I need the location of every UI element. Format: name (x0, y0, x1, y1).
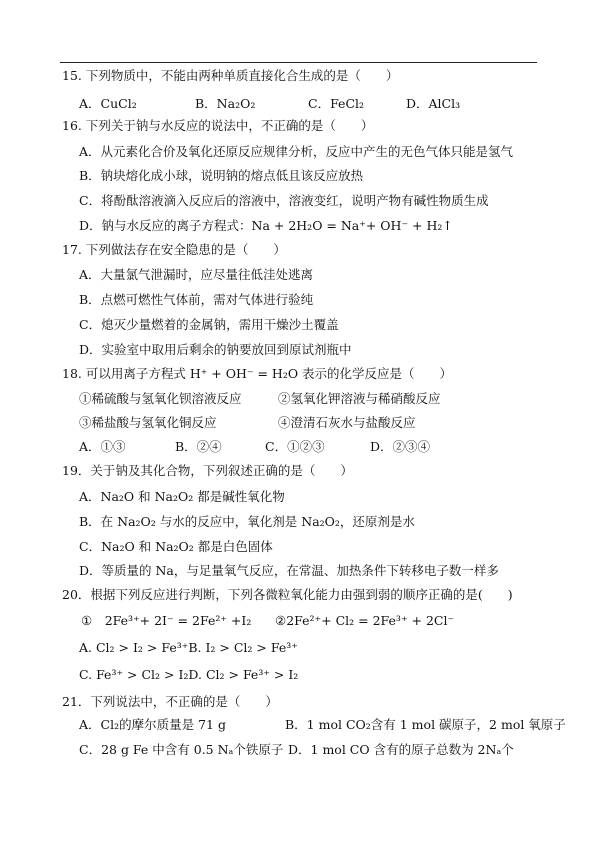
q15-stem: 15. 下列物质中，不能由两种单质直接化合生成的是（ ） (62, 68, 399, 83)
q17-option-a: A．大量氯气泄漏时，应尽量往低洼处逃离 (79, 267, 314, 282)
q18-option-a: A．①③ (79, 439, 126, 454)
q18-item-3: ③稀盐酸与氢氧化铜反应 (79, 415, 217, 430)
q17-stem: 17. 下列做法存在安全隐患的是（ ） (62, 242, 286, 257)
q18-item-1: ①稀硫酸与氢氧化钡溶液反应 (79, 391, 242, 406)
q16-option-b: B．钠块熔化成小球，说明钠的熔点低且该反应放热 (79, 168, 364, 183)
q15-option-d: D．AlCl₃ (406, 96, 461, 111)
q15-option-c: C．FeCl₂ (308, 96, 365, 111)
q17-option-b: B．点燃可燃性气体前，需对气体进行验纯 (79, 292, 314, 307)
q20-reaction-2: ②2Fe²⁺+ Cl₂ = 2Fe³⁺ + 2Cl⁻ (275, 613, 455, 628)
q15-option-a: A．CuCl₂ (79, 96, 137, 111)
q16-option-c: C．将酚酞溶液滴入反应后的溶液中，溶液变红，说明产物有碱性物质生成 (79, 193, 489, 208)
q15-option-b: B．Na₂O₂ (195, 96, 256, 111)
q16-stem: 16. 下列关于钠与水反应的说法中，不正确的是（ ） (62, 118, 374, 133)
q20-reaction-1: ① 2Fe³⁺+ 2I⁻ = 2Fe²⁺ +I₂ (81, 613, 252, 628)
q21-stem: 21．下列说法中，不正确的是（ ） (62, 694, 278, 709)
q19-option-a: A．Na₂O 和 Na₂O₂ 都是碱性氧化物 (79, 489, 285, 504)
q20-options-cd: C. Fe³⁺ > Cl₂ > I₂D. Cl₂ > Fe³⁺ > I₂ (79, 667, 299, 682)
q20-options-ab: A. Cl₂ > I₂ > Fe³⁺B. I₂ > Cl₂ > Fe³⁺ (79, 640, 298, 655)
q20-stem: 20．根据下列反应进行判断，下列各微粒氧化能力由强到弱的顺序正确的是( ) (62, 587, 513, 602)
q18-item-2: ②氢氧化钾溶液与稀硝酸反应 (278, 391, 441, 406)
q18-option-d: D．②③④ (370, 439, 431, 454)
q18-item-4: ④澄清石灰水与盐酸反应 (278, 415, 416, 430)
q17-option-c: C．熄灭少量燃着的金属钠，需用干燥沙土覆盖 (79, 317, 339, 332)
q21-option-b: B．1 mol CO₂含有 1 mol 碳原子，2 mol 氧原子 (285, 717, 566, 732)
q19-stem: 19．关于钠及其化合物，下列叙述正确的是（ ） (62, 463, 353, 478)
q19-option-b: B．在 Na₂O₂ 与水的反应中，氧化剂是 Na₂O₂，还原剂是水 (79, 514, 415, 529)
header-rule (60, 62, 537, 63)
q16-option-d: D．钠与水反应的离子方程式：Na + 2H₂O = Na⁺+ OH⁻ + H₂↑ (79, 218, 453, 233)
q18-option-b: B．②④ (175, 439, 222, 454)
q17-option-d: D．实验室中取用后剩余的钠要放回到原试剂瓶中 (79, 342, 352, 357)
q19-option-c: C．Na₂O 和 Na₂O₂ 都是白色固体 (79, 539, 273, 554)
q19-option-d: D．等质量的 Na，与足量氧气反应，在常温、加热条件下转移电子数一样多 (79, 563, 499, 578)
q21-option-a: A．Cl₂的摩尔质量是 71 g (79, 717, 226, 732)
q21-option-c: C．28 g Fe 中含有 0.5 Nₐ个铁原子 (79, 742, 284, 757)
q21-option-d: D．1 mol CO 含有的原子总数为 2Nₐ个 (288, 742, 514, 757)
q16-option-a: A．从元素化合价及氧化还原反应规律分析，反应中产生的无色气体只能是氢气 (79, 144, 514, 159)
q18-option-c: C．①②③ (265, 439, 325, 454)
q18-stem: 18. 可以用离子方程式 H⁺ + OH⁻ = H₂O 表示的化学反应是（ ） (62, 366, 453, 381)
